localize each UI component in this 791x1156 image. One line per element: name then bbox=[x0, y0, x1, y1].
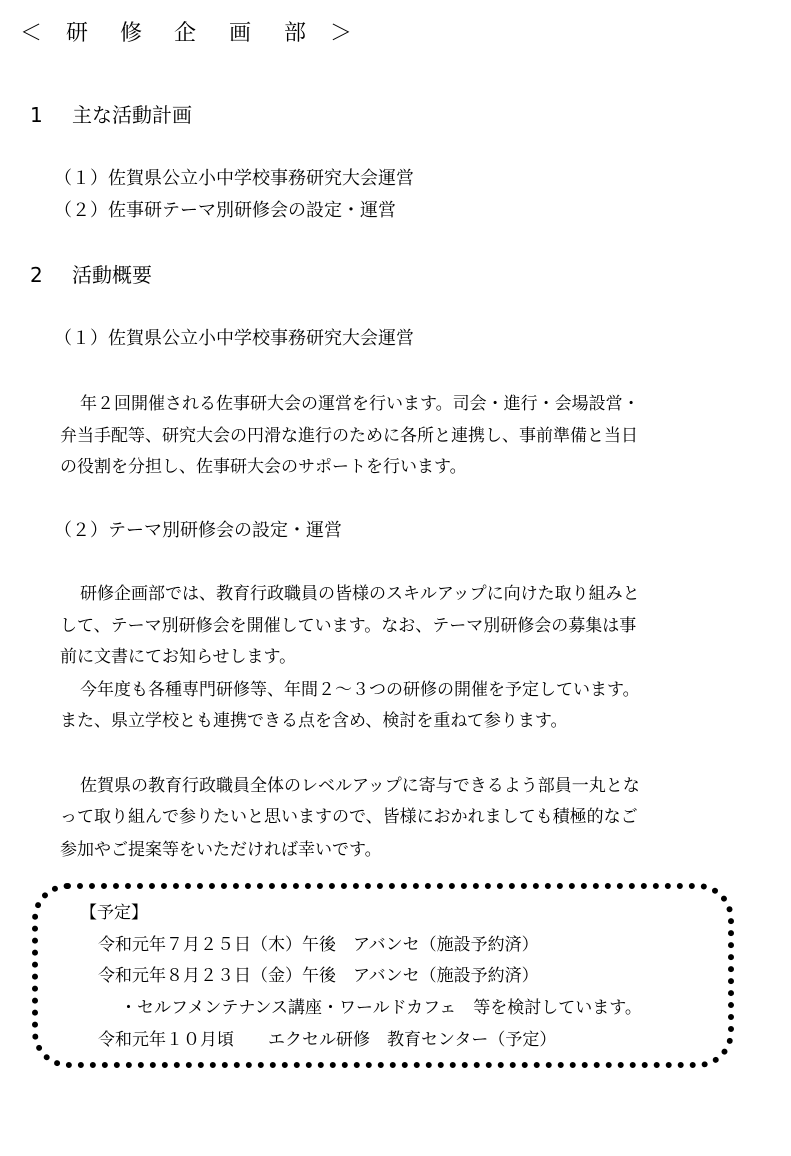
section2-closing-line: 佐賀県の教育行政職員全体のレベルアップに寄与できるよう部員一丸とな bbox=[80, 776, 640, 796]
section2-sub1-line: の役割を分担し、佐事研大会のサポートを行います。 bbox=[60, 457, 467, 477]
schedule-line: 令和元年７月２５日（木）午後 アバンセ（施設予約済） bbox=[98, 935, 539, 955]
section2-sub1-line: 弁当手配等、研究大会の円滑な進行のために各所と連携し、事前準備と当日 bbox=[60, 426, 638, 446]
title-close-bracket: ＞ bbox=[330, 21, 353, 46]
section2-sub1-line: 年２回開催される佐事研大会の運営を行います。司会・進行・会場設営・ bbox=[80, 394, 640, 414]
schedule-label: 【予定】 bbox=[80, 903, 148, 923]
title-open-bracket: ＜ bbox=[20, 21, 43, 46]
section2-sub2-line: 前に文書にてお知らせします。 bbox=[60, 647, 297, 667]
schedule-line: 令和元年１０月頃 エクセル研修 教育センター（予定） bbox=[98, 1030, 557, 1050]
section1-number: 1 bbox=[30, 103, 43, 127]
section2-sub2-line: して、テーマ別研修会を開催しています。なお、テーマ別研修会の募集は事 bbox=[60, 616, 637, 636]
title-char: 修 bbox=[120, 21, 143, 46]
section1-heading: 主な活動計画 bbox=[72, 103, 192, 127]
section2-sub2-line: 今年度も各種専門研修等、年間２～３つの研修の開催を予定しています。 bbox=[80, 680, 640, 700]
section2-heading: 活動概要 bbox=[72, 263, 152, 287]
section1-item: （２）佐事研テーマ別研修会の設定・運営 bbox=[54, 200, 396, 221]
section2-closing-line: って取り組んで参りたいと思いますので、皆様におかれましても積極的なご bbox=[60, 807, 638, 827]
section2-sub1-heading: （１）佐賀県公立小中学校事務研究大会運営 bbox=[54, 328, 414, 349]
title-char: 部 bbox=[284, 21, 307, 46]
section2-sub2-line: 研修企画部では、教育行政職員の皆様のスキルアップに向けた取り組みと bbox=[80, 584, 640, 604]
title-char: 企 bbox=[174, 21, 197, 46]
section1-item: （１）佐賀県公立小中学校事務研究大会運営 bbox=[54, 168, 414, 189]
section2-number: 2 bbox=[30, 263, 43, 287]
section2-closing-line: 参加やご提案等をいただければ幸いです。 bbox=[60, 840, 382, 860]
section2-sub2-heading: （２）テーマ別研修会の設定・運営 bbox=[54, 520, 342, 541]
section2-sub2-line: また、県立学校とも連携できる点を含め、検討を重ねて参ります。 bbox=[60, 711, 568, 731]
title-char: 研 bbox=[66, 21, 89, 46]
schedule-line: 令和元年８月２３日（金）午後 アバンセ（施設予約済） bbox=[98, 966, 539, 986]
schedule-line: ・セルフメンテナンス講座・ワールドカフェ 等を検討しています。 bbox=[120, 998, 642, 1018]
page-title bbox=[0, 20, 791, 48]
title-char: 画 bbox=[229, 21, 252, 46]
